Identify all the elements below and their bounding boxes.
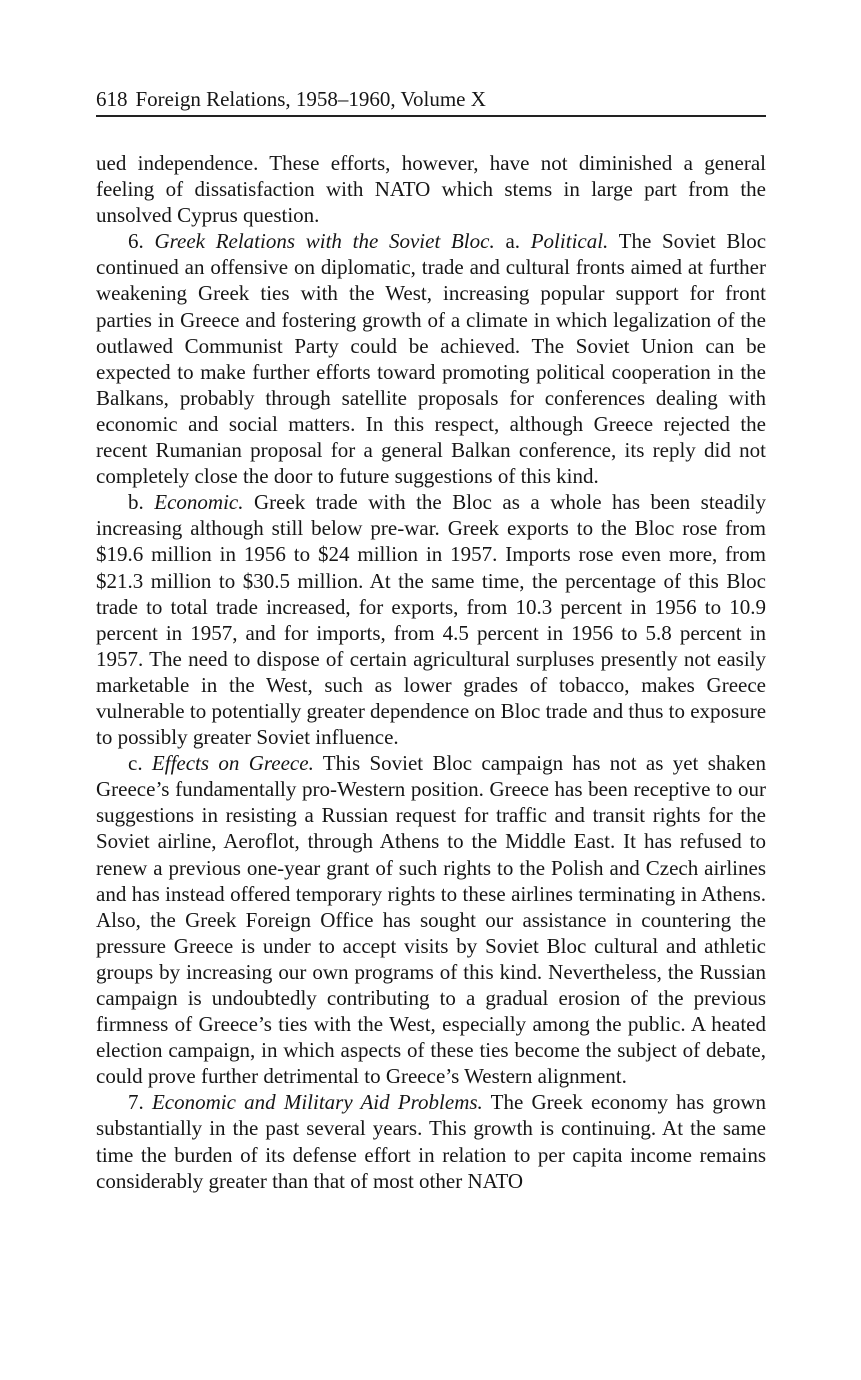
paragraph-text: ued independence. These efforts, however, have not diminished a general feeling of dissatisfaction with NATO which stems in large part from the unsolved Cyprus question. — [96, 151, 766, 228]
subsection-letter: c. — [128, 751, 143, 776]
paragraph-continuation — [96, 150, 766, 228]
running-title: Foreign Relations, 1958–1960, Volume X — [135, 87, 486, 111]
subsection-letter: a. — [505, 229, 521, 254]
section-number: 6. — [128, 229, 144, 254]
subsection-heading: Political. — [530, 229, 609, 254]
section-heading: Economic and Military Aid Problems. — [151, 1090, 483, 1115]
paragraph-b-economic — [96, 489, 766, 750]
section-heading: Greek Relations with the Soviet Bloc. — [154, 229, 495, 254]
paragraph-c-effects-on-greece — [96, 750, 766, 1089]
paragraph-7-aid-problems — [96, 1089, 766, 1193]
paragraph-text: The Soviet Bloc continued an offensive on diplomatic, trade and cultural fronts aimed at further weakening Greek ties with the West, increasing popular support for front parties in Greece and fostering growth of a climate in which legalization of the outlawed Communist Party could be achieved. The Soviet Union can be expected to make further efforts toward promoting political cooperation in the Balkans, probably through satellite proposals for conferences dealing with economic and social matters. In this respect, although Greece rejected the recent Rumanian proposal for a general Balkan conference, its reply did not completely close the door to future suggestions of this kind. — [96, 229, 767, 489]
paragraph-text: This Soviet Bloc campaign has not as yet shaken Greece’s fundamentally pro-Western position. Greece has been receptive to our suggestions in resisting a Russian request for traffic and transit rights for the Soviet airline, Aeroflot, through Athens to the Middle East. It has refused to renew a previous one-year grant of such rights to the Polish and Czech airlines and has instead offered temporary rights to these airlines terminating in Athens. Also, the Greek Foreign Office has sought our assistance in countering the pressure Greece is under to accept visits by Soviet Bloc cultural and athletic groups by increasing our own programs of this kind. Nevertheless, the Russian campaign is undoubtedly contributing to a gradual erosion of the previous firmness of Greece’s ties with the West, especially among the public. A heated election campaign, in which aspects of these ties become the subject of debate, could prove further detrimental to Greece’s Western alignment. — [96, 751, 767, 1089]
document-page — [96, 85, 766, 1194]
paragraph-text: Greek trade with the Bloc as a whole has been steadily increasing although still below pre-war. Greek exports to the Bloc rose from $19.6 million in 1956 to $24 million in 1957. Imports rose even more, from $21.3 million to $30.5 million. At the same time, the percentage of this Bloc trade to total trade increased, for exports, from 10.3 percent in 1956 to 10.9 percent in 1957, and for imports, from 4.5 percent in 1956 to 5.8 percent in 1957. The need to dispose of certain agricultural surpluses presently not easily marketable in the West, such as lower grades of tobacco, makes Greece vulnerable to potentially greater dependence on Bloc trade and thus to exposure to possibly greater Soviet influence. — [96, 490, 767, 750]
running-header — [96, 85, 766, 117]
subsection-heading: Effects on Greece. — [151, 751, 314, 776]
subsection-heading: Economic. — [154, 490, 244, 515]
section-number: 7. — [128, 1090, 144, 1115]
paragraph-6-soviet-bloc-relations — [96, 228, 766, 489]
paragraph-text: The Greek economy has grown substantially in the past several years. This growth is continuing. At the same time the burden of its defense effort in relation to per capita income remains considerably greater than that of most other NATO — [96, 1090, 767, 1193]
body-text — [96, 150, 766, 1194]
page-number: 618 — [96, 87, 128, 111]
subsection-letter: b. — [128, 490, 144, 515]
